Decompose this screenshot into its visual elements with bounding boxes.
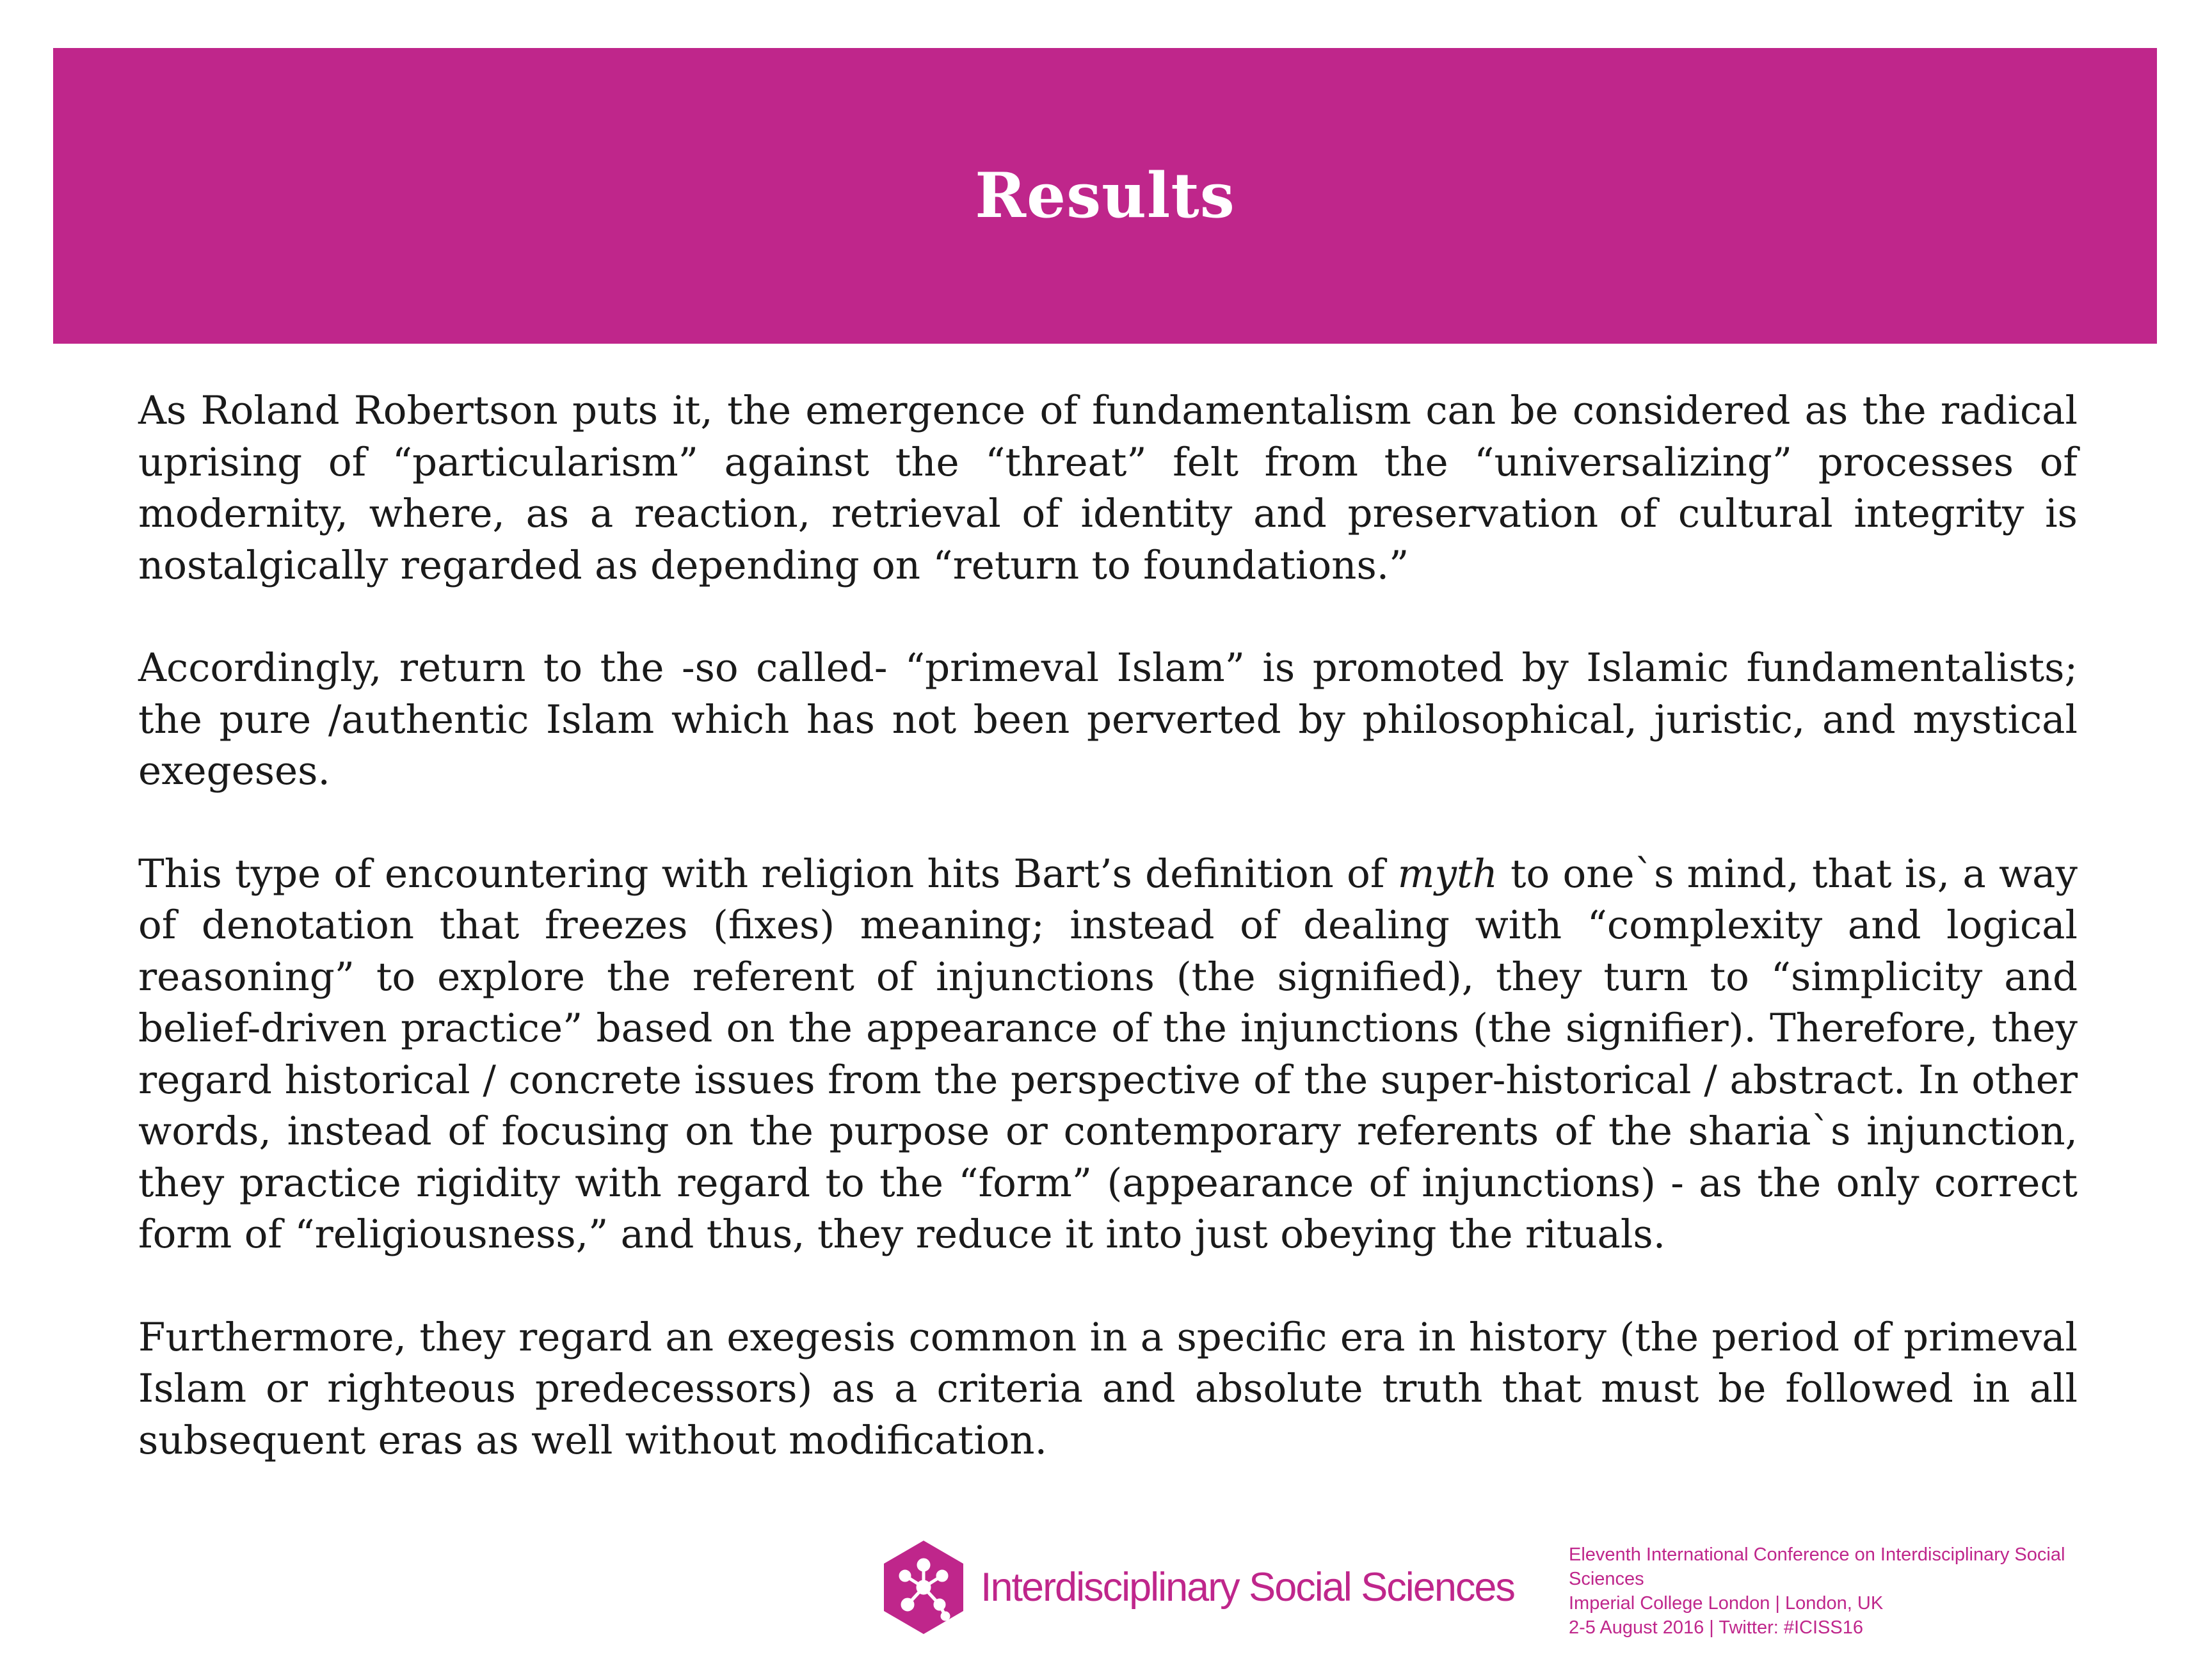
slide-title: Results	[975, 159, 1235, 232]
molecule-hexagon-icon	[882, 1539, 965, 1635]
title-banner	[53, 48, 2157, 344]
paragraph-primeval-islam: Accordingly, return to the -so called- “primeval Islam” is promoted by Islamic fundamentalists; the pure /authentic Islam which has not been perverted by philosophical, juristic, and mystical exegeses.	[138, 645, 2078, 794]
paragraph-myth-intro: This type of encountering with religion hits Bart’s definition of	[138, 851, 1398, 897]
paragraph-robertson: As Roland Robertson puts it, the emergence of fundamentalism can be considered as the radical uprising of “particularism” against the “threat” felt from the “universalizing” processes of modernity, where, as a reaction, retrieval of identity and preservation of cultural integrity is nostalgically regarded as depending on “return to foundations.”	[138, 388, 2078, 588]
paragraph-myth	[138, 849, 2078, 1261]
myth-term: myth	[1397, 851, 1498, 897]
conference-name-line2: Sciences	[1569, 1569, 1644, 1589]
paragraph-exegesis: Furthermore, they regard an exegesis common in a specific era in history (the period of primeval Islam or righteous predecessors) as a criteria and absolute truth that must be followed in all subsequent eras as well without modification.	[138, 1314, 2078, 1463]
logo-wordmark: Interdisciplinary Social Sciences	[981, 1565, 1514, 1610]
conference-dates-twitter: 2-5 August 2016 | Twitter: #ICISS16	[1569, 1617, 1863, 1638]
footer-logo	[882, 1539, 1514, 1635]
slide-body	[138, 385, 2078, 1518]
conference-name-line1: Eleventh International Conference on Interdisciplinary Social	[1569, 1544, 2065, 1565]
conference-venue: Imperial College London | London, UK	[1569, 1593, 1884, 1614]
paragraph-myth-rest: to one`s mind, that is, a way of denotation that freezes (fixes) meaning; instead of dealing with “complexity and logical reasoning” to explore the referent of injunctions (the signified), they turn to “simplicity and belief-driven practice” based on the appearance of the injunctions (the signifier). Therefore, they regard historical / concrete issues from the perspective of the super-historical / abstract. In other words, instead of focusing on the purpose or contemporary referents of the sharia`s injunction, they practice rigidity with regard to the “form” (appearance of injunctions) - as the only correct form of “religiousness,” and thus, they reduce it into just obeying the rituals.	[138, 851, 2078, 1257]
conference-info	[1569, 1543, 2158, 1640]
